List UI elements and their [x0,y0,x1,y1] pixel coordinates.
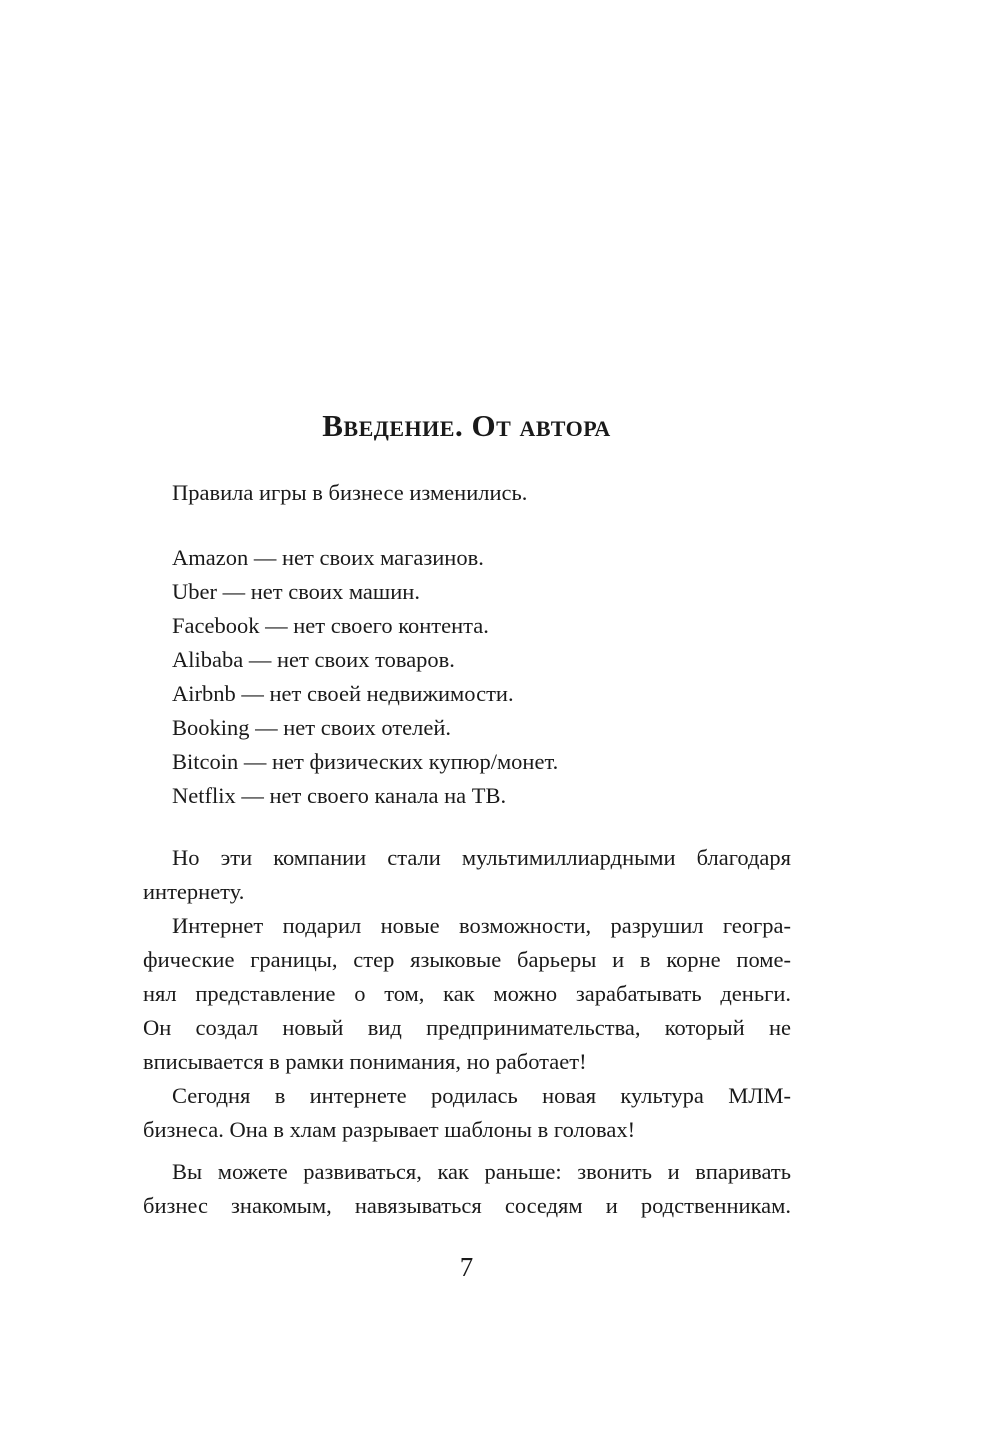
text-line: фические границы, стер языковые барьеры и в корне поме- [143,947,791,972]
text-line: интернету. [143,879,245,904]
text-line: вписывается в рамки понимания, но работает! [143,1049,587,1074]
page-number: 7 [459,1252,474,1282]
text-line: Facebook — нет своего контента. [172,613,489,638]
text-line: Сегодня в интернете родилась новая культура МЛМ- [172,1083,791,1108]
text-line: Netflix — нет своего канала на ТВ. [172,783,507,808]
text-line: бизнес знакомым, навязываться соседям и родственникам. [143,1193,791,1218]
chapter-title: Введение. От автора [322,408,611,443]
text-line: Airbnb — нет своей недвижимости. [172,681,514,706]
text-line: Bitcoin — нет физических купюр/монет. [172,749,559,774]
text-line: Правила игры в бизнесе изменились. [172,480,528,505]
text-line: Amazon — нет своих магазинов. [172,545,484,570]
text-line: нял представление о том, как можно зарабатывать деньги. [143,981,791,1006]
text-line: бизнеса. Она в хлам разрывает шаблоны в головах! [143,1117,636,1142]
text-line: Booking — нет своих отелей. [172,715,452,740]
text-line: Uber — нет своих машин. [172,579,420,604]
text-line: Но эти компании стали мультимиллиардными благодаря [172,845,791,870]
text-line: Вы можете развиваться, как раньше: звонить и впаривать [172,1159,791,1184]
text-line: Интернет подарил новые возможности, разрушил геогра- [172,913,791,938]
text-line: Он создал новый вид предпринимательства, который не [143,1015,791,1040]
text-line: Alibaba — нет своих товаров. [172,647,455,672]
